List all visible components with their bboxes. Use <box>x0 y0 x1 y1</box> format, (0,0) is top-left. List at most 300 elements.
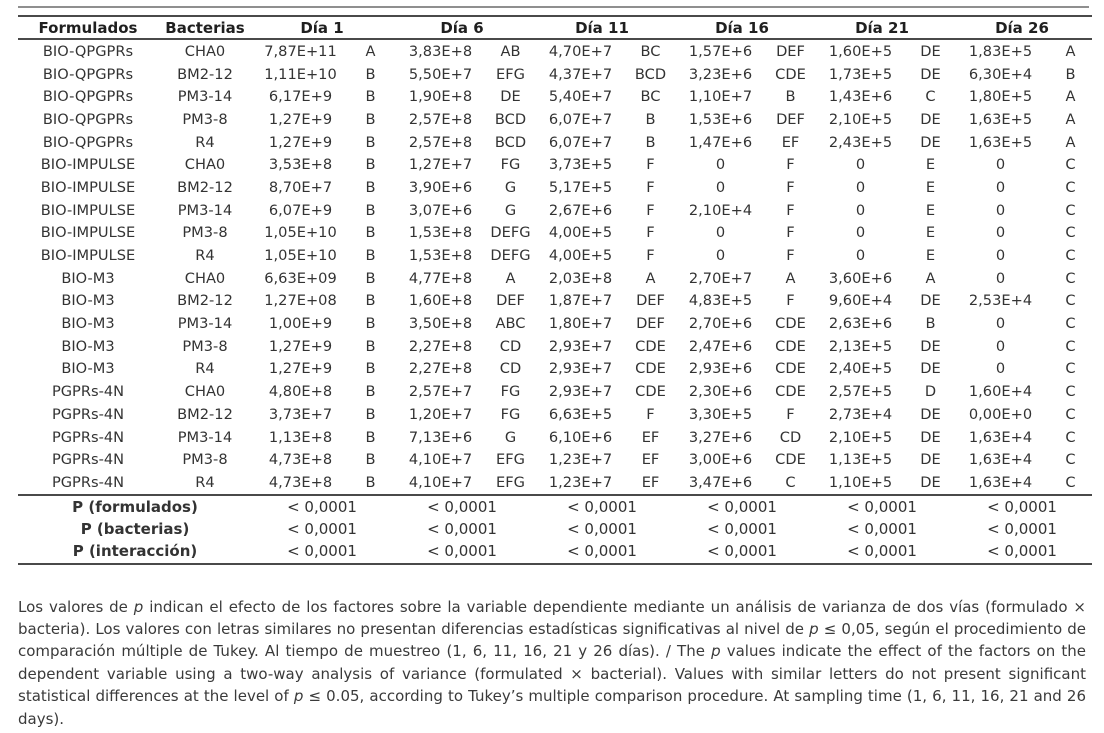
letter-group-cell: B <box>365 247 376 265</box>
value-cell: 1,23E+7 <box>548 451 613 469</box>
value-cell: 4,70E+7 <box>548 42 613 60</box>
letter-group-cell: A <box>1065 133 1076 151</box>
letter-group-cell: C <box>1065 337 1076 355</box>
day-column-header: Día 26 <box>952 16 1092 39</box>
letter-group-cell: DE <box>920 133 941 151</box>
letter-group-cell: CD <box>499 337 522 355</box>
letter-group-cell: B <box>365 88 376 106</box>
letter-group-cell: B <box>365 156 376 174</box>
letter-group-cell: DE <box>920 110 941 128</box>
letter-group-cell: B <box>365 315 376 333</box>
formulado-cell: BIO-IMPULSE <box>40 178 136 196</box>
letter-group-cell: C <box>1065 292 1076 310</box>
value-cell: 4,73E+8 <box>268 451 333 469</box>
letter-group-cell: A <box>645 269 656 287</box>
value-cell: 1,27E+9 <box>268 110 333 128</box>
value-cell: 0 <box>995 337 1006 355</box>
letter-group-cell: B <box>365 337 376 355</box>
value-cell: 0 <box>995 224 1006 242</box>
value-cell: 6,07E+7 <box>548 133 613 151</box>
letter-group-cell: C <box>1065 428 1076 446</box>
letter-group-cell: FG <box>500 405 521 423</box>
value-cell: 4,80E+8 <box>268 383 333 401</box>
day-column-header: Día 1 <box>252 16 392 39</box>
bacteria-cell: R4 <box>195 247 215 265</box>
letter-group-cell: CDE <box>635 383 666 401</box>
value-cell: 1,27E+9 <box>268 337 333 355</box>
value-cell: 0 <box>995 156 1006 174</box>
value-cell: 4,00E+5 <box>548 247 613 265</box>
letter-group-cell: DEF <box>636 315 665 333</box>
letter-group-cell: B <box>365 201 376 219</box>
bacteria-cell: PM3-14 <box>177 201 233 219</box>
letter-group-cell: G <box>504 178 517 196</box>
value-cell: 0 <box>995 178 1006 196</box>
value-cell: 1,53E+8 <box>408 224 473 242</box>
value-cell: 2,10E+4 <box>688 201 753 219</box>
value-cell: 2,47E+6 <box>688 337 753 355</box>
letter-group-cell: CDE <box>775 383 806 401</box>
value-cell: 2,70E+7 <box>688 269 753 287</box>
value-cell: 4,10E+7 <box>408 451 473 469</box>
value-cell: 5,50E+7 <box>408 65 473 83</box>
letter-group-cell: C <box>1065 269 1076 287</box>
letter-group-cell: C <box>1065 473 1076 491</box>
table-row <box>18 85 1092 108</box>
footnote-italic-p: p <box>133 597 144 616</box>
letter-group-cell: B <box>365 224 376 242</box>
value-cell: 6,63E+5 <box>548 405 613 423</box>
bacteria-cell: PM3-8 <box>182 224 228 242</box>
value-cell: 0 <box>715 156 726 174</box>
letter-group-cell: DE <box>920 405 941 423</box>
value-cell: 1,60E+5 <box>828 42 893 60</box>
letter-group-cell: CDE <box>635 337 666 355</box>
value-cell: 3,50E+8 <box>408 315 473 333</box>
value-cell: 2,93E+7 <box>548 360 613 378</box>
value-cell: 3,30E+5 <box>688 405 753 423</box>
letter-group-cell: A <box>925 269 936 287</box>
day-column-header: Día 6 <box>392 16 532 39</box>
formulado-cell: BIO-M3 <box>61 337 115 355</box>
value-cell: 3,73E+5 <box>548 156 613 174</box>
day-column-header: Día 11 <box>532 16 672 39</box>
letter-group-cell: B <box>645 133 656 151</box>
formulado-cell: BIO-QPGPRs <box>42 42 134 60</box>
value-cell: 7,13E+6 <box>408 428 473 446</box>
letter-group-cell: DE <box>920 65 941 83</box>
letter-group-cell: G <box>504 428 517 446</box>
value-cell: 3,53E+8 <box>268 156 333 174</box>
formulado-cell: BIO-IMPULSE <box>40 201 136 219</box>
value-cell: 1,27E+9 <box>268 360 333 378</box>
bacteria-cell: CHA0 <box>184 42 226 60</box>
letter-group-cell: A <box>505 269 516 287</box>
value-cell: 2,57E+5 <box>828 383 893 401</box>
letter-group-cell: DE <box>920 473 941 491</box>
footnote-italic-p: p <box>293 687 304 706</box>
value-cell: 1,80E+5 <box>968 88 1033 106</box>
table-row <box>18 290 1092 313</box>
p-value-cell: < 0,0001 <box>987 542 1057 561</box>
value-cell: 1,63E+5 <box>968 133 1033 151</box>
value-cell: 1,73E+5 <box>828 65 893 83</box>
table-row <box>18 335 1092 358</box>
table-footnote: Los valores de p indican el efecto de los factores sobre la variable dependiente mediante un análisis de varianza de dos vías (formulado × bacteria). Los valores con letras similares no presentan diferencias estadísticas significativas al nivel de p ≤ 0,05, según el procedimiento de comparación múltiple de Tukey. Al tiempo de muestreo (1, 6, 11, 16, 21 y 26 días). / The p values indicate the effect of the factors on the dependent variable using a two-way analysis of variance (formulated × bacterial). Values with similar letters do not present significant statistical differences at the level of p ≤ 0.05, according to Tukey’s multiple comparison procedure. At sampling time (1, 6, 11, 16, 21 and 26 days). <box>18 597 1086 728</box>
value-cell: 3,00E+6 <box>688 451 753 469</box>
letter-group-cell: C <box>1065 156 1076 174</box>
table-row <box>18 471 1092 495</box>
value-cell: 1,63E+4 <box>968 428 1033 446</box>
letter-group-cell: B <box>925 315 936 333</box>
bacteria-cell: CHA0 <box>184 269 226 287</box>
letter-group-cell: E <box>925 247 936 265</box>
value-cell: 0 <box>715 178 726 196</box>
value-cell: 0 <box>855 224 866 242</box>
letter-group-cell: F <box>646 178 655 196</box>
value-cell: 6,63E+09 <box>264 269 337 287</box>
p-value-cell: < 0,0001 <box>567 520 637 539</box>
p-value-cell: < 0,0001 <box>847 497 917 516</box>
value-cell: 2,43E+5 <box>828 133 893 151</box>
letter-group-cell: DEF <box>496 292 525 310</box>
value-cell: 2,27E+8 <box>408 337 473 355</box>
letter-group-cell: EFG <box>496 451 525 469</box>
value-cell: 4,37E+7 <box>548 65 613 83</box>
value-cell: 0,00E+0 <box>968 405 1033 423</box>
letter-group-cell: BCD <box>634 65 667 83</box>
value-cell: 2,30E+6 <box>688 383 753 401</box>
letter-group-cell: ABC <box>495 315 526 333</box>
value-cell: 2,03E+8 <box>548 269 613 287</box>
value-cell: 1,87E+7 <box>548 292 613 310</box>
letter-group-cell: CDE <box>635 360 666 378</box>
formulado-cell: BIO-QPGPRs <box>42 65 134 83</box>
table-row <box>18 199 1092 222</box>
bacteria-cell: BM2-12 <box>177 65 233 83</box>
letter-group-cell: E <box>925 201 936 219</box>
value-cell: 2,63E+6 <box>828 315 893 333</box>
letter-group-cell: DE <box>920 42 941 60</box>
formulado-cell: BIO-M3 <box>61 292 115 310</box>
p-row <box>18 540 1092 563</box>
letter-group-cell: DE <box>500 88 521 106</box>
letter-group-cell: F <box>786 178 795 196</box>
table-body <box>18 39 1092 495</box>
letter-group-cell: B <box>645 110 656 128</box>
column-header: Bacterias <box>158 16 252 39</box>
value-cell: 0 <box>995 360 1006 378</box>
table-row <box>18 380 1092 403</box>
letter-group-cell: EF <box>641 428 660 446</box>
p-value-cell: < 0,0001 <box>427 497 497 516</box>
formulado-cell: BIO-QPGPRs <box>42 133 134 151</box>
table-row <box>18 176 1092 199</box>
p-row-label: P (formulados) <box>72 497 198 516</box>
letter-group-cell: B <box>365 428 376 446</box>
value-cell: 1,27E+9 <box>268 133 333 151</box>
letter-group-cell: BCD <box>494 133 527 151</box>
bacteria-cell: BM2-12 <box>177 178 233 196</box>
letter-group-cell: B <box>365 360 376 378</box>
value-cell: 0 <box>715 247 726 265</box>
p-value-cell: < 0,0001 <box>987 520 1057 539</box>
value-cell: 2,73E+4 <box>828 405 893 423</box>
value-cell: 1,53E+6 <box>688 110 753 128</box>
letter-group-cell: D <box>924 383 937 401</box>
p-value-cell: < 0,0001 <box>707 497 777 516</box>
letter-group-cell: DEF <box>776 42 805 60</box>
value-cell: 1,90E+8 <box>408 88 473 106</box>
bacteria-cell: PM3-8 <box>182 337 228 355</box>
p-row-label: P (bacterias) <box>80 520 190 539</box>
p-value-cell: < 0,0001 <box>567 542 637 561</box>
table-row <box>18 403 1092 426</box>
letter-group-cell: B <box>365 133 376 151</box>
letter-group-cell: CDE <box>775 315 806 333</box>
letter-group-cell: DE <box>920 337 941 355</box>
value-cell: 3,23E+6 <box>688 65 753 83</box>
letter-group-cell: F <box>786 156 795 174</box>
letter-group-cell: B <box>365 451 376 469</box>
value-cell: 0 <box>995 269 1006 287</box>
value-cell: 2,10E+5 <box>828 428 893 446</box>
table-row <box>18 448 1092 471</box>
value-cell: 1,00E+9 <box>268 315 333 333</box>
value-cell: 6,07E+7 <box>548 110 613 128</box>
value-cell: 2,93E+7 <box>548 337 613 355</box>
letter-group-cell: A <box>1065 88 1076 106</box>
letter-group-cell: E <box>925 178 936 196</box>
letter-group-cell: EF <box>641 473 660 491</box>
value-cell: 1,23E+7 <box>548 473 613 491</box>
letter-group-cell: F <box>786 201 795 219</box>
value-cell: 4,00E+5 <box>548 224 613 242</box>
letter-group-cell: CDE <box>775 451 806 469</box>
letter-group-cell: CDE <box>775 360 806 378</box>
p-value-cell: < 0,0001 <box>287 497 357 516</box>
bacteria-cell: R4 <box>195 133 215 151</box>
footnote-italic-p: p <box>711 642 721 661</box>
letter-group-cell: DE <box>920 428 941 446</box>
letter-group-cell: C <box>1065 405 1076 423</box>
value-cell: 2,13E+5 <box>828 337 893 355</box>
value-cell: 2,53E+4 <box>968 292 1033 310</box>
column-header: Formulados <box>18 16 158 39</box>
value-cell: 1,47E+6 <box>688 133 753 151</box>
letter-group-cell: F <box>786 247 795 265</box>
value-cell: 2,67E+6 <box>548 201 613 219</box>
p-value-cell: < 0,0001 <box>987 497 1057 516</box>
value-cell: 1,63E+4 <box>968 451 1033 469</box>
table-header <box>18 16 1092 39</box>
bacteria-cell: R4 <box>195 360 215 378</box>
value-cell: 1,13E+5 <box>828 451 893 469</box>
letter-group-cell: F <box>646 405 655 423</box>
letter-group-cell: B <box>365 473 376 491</box>
letter-group-cell: F <box>786 292 795 310</box>
letter-group-cell: C <box>1065 315 1076 333</box>
p-value-cell: < 0,0001 <box>707 520 777 539</box>
bacteria-cell: CHA0 <box>184 156 226 174</box>
value-cell: 1,43E+6 <box>828 88 893 106</box>
footnote-italic-p: p <box>809 620 819 639</box>
letter-group-cell: C <box>1065 247 1076 265</box>
letter-group-cell: DEF <box>636 292 665 310</box>
letter-group-cell: A <box>785 269 796 287</box>
value-cell: 1,60E+8 <box>408 292 473 310</box>
p-value-cell: < 0,0001 <box>427 542 497 561</box>
results-table <box>18 15 1092 565</box>
value-cell: 3,90E+6 <box>408 178 473 196</box>
p-value-cell: < 0,0001 <box>847 542 917 561</box>
letter-group-cell: F <box>646 201 655 219</box>
value-cell: 1,53E+8 <box>408 247 473 265</box>
formulado-cell: PGPRs-4N <box>51 428 125 446</box>
value-cell: 4,10E+7 <box>408 473 473 491</box>
letter-group-cell: BC <box>640 42 661 60</box>
letter-group-cell: C <box>1065 451 1076 469</box>
p-value-cell: < 0,0001 <box>707 542 777 561</box>
letter-group-cell: C <box>1065 383 1076 401</box>
value-cell: 0 <box>995 315 1006 333</box>
letter-group-cell: E <box>925 156 936 174</box>
value-cell: 5,17E+5 <box>548 178 613 196</box>
value-cell: 5,40E+7 <box>548 88 613 106</box>
value-cell: 4,83E+5 <box>688 292 753 310</box>
p-value-cell: < 0,0001 <box>427 520 497 539</box>
letter-group-cell: C <box>785 473 796 491</box>
letter-group-cell: F <box>786 224 795 242</box>
value-cell: 1,63E+5 <box>968 110 1033 128</box>
formulado-cell: PGPRs-4N <box>51 451 125 469</box>
letter-group-cell: EF <box>641 451 660 469</box>
value-cell: 4,77E+8 <box>408 269 473 287</box>
value-cell: 0 <box>715 224 726 242</box>
formulado-cell: BIO-QPGPRs <box>42 88 134 106</box>
formulado-cell: BIO-M3 <box>61 315 115 333</box>
bacteria-cell: PM3-14 <box>177 88 233 106</box>
day-column-header: Día 16 <box>672 16 812 39</box>
table-row <box>18 267 1092 290</box>
value-cell: 1,63E+4 <box>968 473 1033 491</box>
table-row <box>18 153 1092 176</box>
formulado-cell: BIO-QPGPRs <box>42 110 134 128</box>
letter-group-cell: B <box>365 405 376 423</box>
bacteria-cell: PM3-8 <box>182 110 228 128</box>
formulado-cell: PGPRs-4N <box>51 383 125 401</box>
letter-group-cell: AB <box>500 42 521 60</box>
letter-group-cell: C <box>1065 178 1076 196</box>
value-cell: 3,73E+7 <box>268 405 333 423</box>
value-cell: 1,10E+5 <box>828 473 893 491</box>
formulado-cell: BIO-IMPULSE <box>40 247 136 265</box>
p-value-cell: < 0,0001 <box>567 497 637 516</box>
value-cell: 0 <box>855 178 866 196</box>
formulado-cell: BIO-M3 <box>61 360 115 378</box>
letter-group-cell: DEFG <box>490 247 531 265</box>
value-cell: 0 <box>995 201 1006 219</box>
letter-group-cell: DEFG <box>490 224 531 242</box>
value-cell: 0 <box>855 156 866 174</box>
letter-group-cell: B <box>365 383 376 401</box>
value-cell: 3,60E+6 <box>828 269 893 287</box>
table-row <box>18 312 1092 335</box>
bacteria-cell: BM2-12 <box>177 292 233 310</box>
value-cell: 6,17E+9 <box>268 88 333 106</box>
value-cell: 3,27E+6 <box>688 428 753 446</box>
formulado-cell: BIO-IMPULSE <box>40 156 136 174</box>
letter-group-cell: E <box>925 224 936 242</box>
table-row <box>18 426 1092 449</box>
letter-group-cell: DE <box>920 451 941 469</box>
letter-group-cell: DE <box>920 360 941 378</box>
table-row <box>18 244 1092 267</box>
letter-group-cell: DEF <box>776 110 805 128</box>
bacteria-cell: PM3-8 <box>182 451 228 469</box>
value-cell: 0 <box>855 201 866 219</box>
p-row-label: P (interacción) <box>72 542 198 561</box>
formulado-cell: PGPRs-4N <box>51 473 125 491</box>
formulado-cell: PGPRs-4N <box>51 405 125 423</box>
p-row <box>18 518 1092 540</box>
header-row <box>18 16 1092 39</box>
bacteria-cell: BM2-12 <box>177 405 233 423</box>
value-cell: 3,47E+6 <box>688 473 753 491</box>
value-cell: 3,07E+6 <box>408 201 473 219</box>
letter-group-cell: B <box>785 88 796 106</box>
letter-group-cell: F <box>646 156 655 174</box>
letter-group-cell: B <box>365 269 376 287</box>
table-row <box>18 108 1092 131</box>
value-cell: 6,07E+9 <box>268 201 333 219</box>
value-cell: 3,83E+8 <box>408 42 473 60</box>
value-cell: 2,57E+8 <box>408 110 473 128</box>
letter-group-cell: C <box>1065 360 1076 378</box>
value-cell: 1,20E+7 <box>408 405 473 423</box>
letter-group-cell: CDE <box>775 337 806 355</box>
letter-group-cell: A <box>1065 42 1076 60</box>
value-cell: 1,60E+4 <box>968 383 1033 401</box>
p-row <box>18 495 1092 518</box>
value-cell: 1,27E+7 <box>408 156 473 174</box>
table-top-outer-rule <box>18 6 1089 8</box>
value-cell: 2,40E+5 <box>828 360 893 378</box>
formulado-cell: BIO-IMPULSE <box>40 224 136 242</box>
bacteria-cell: R4 <box>195 473 215 491</box>
letter-group-cell: B <box>1065 65 1076 83</box>
value-cell: 1,13E+8 <box>268 428 333 446</box>
bacteria-cell: PM3-14 <box>177 428 233 446</box>
letter-group-cell: A <box>1065 110 1076 128</box>
table-row <box>18 131 1092 154</box>
value-cell: 1,10E+7 <box>688 88 753 106</box>
letter-group-cell: F <box>646 224 655 242</box>
letter-group-cell: C <box>1065 201 1076 219</box>
value-cell: 2,70E+6 <box>688 315 753 333</box>
value-cell: 2,57E+8 <box>408 133 473 151</box>
letter-group-cell: CDE <box>775 65 806 83</box>
letter-group-cell: CD <box>499 360 522 378</box>
value-cell: 0 <box>995 247 1006 265</box>
p-value-cell: < 0,0001 <box>287 520 357 539</box>
value-cell: 1,11E+10 <box>264 65 337 83</box>
p-values-body <box>18 495 1092 564</box>
day-column-header: Día 21 <box>812 16 952 39</box>
p-value-cell: < 0,0001 <box>847 520 917 539</box>
letter-group-cell: A <box>365 42 376 60</box>
letter-group-cell: B <box>365 178 376 196</box>
